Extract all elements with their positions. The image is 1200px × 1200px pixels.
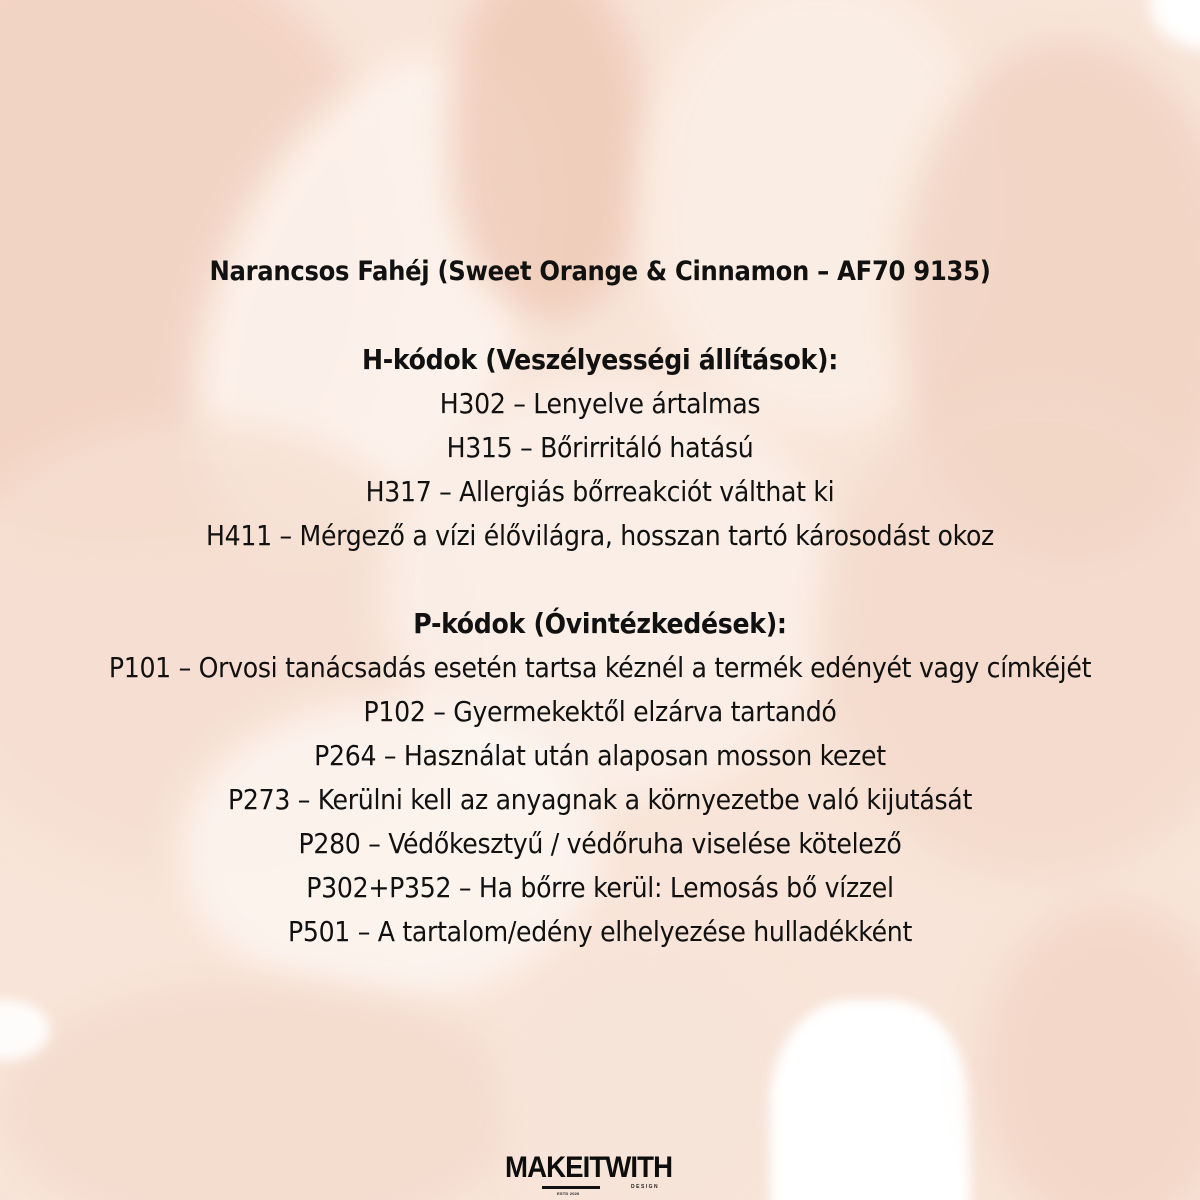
precautionary-statement: P101 – Orvosi tanácsadás esetén tartsa kéznél a termék edényét vagy címkéjét (108, 651, 1092, 684)
safety-label-content (0, 250, 1200, 954)
hazard-statement: H302 – Lenyelve ártalmas (439, 387, 761, 420)
product-title: Narancsos Fahéj (Sweet Orange & Cinnamon – AF70 9135) (209, 256, 991, 287)
spacer (0, 294, 1200, 338)
hazard-statement: H411 – Mérgező a vízi élővilágra, hosszan tartó károsodást okoz (206, 519, 994, 552)
logo-wordmark: MAKEITWITH (505, 1151, 673, 1184)
precautionary-statement: P273 – Kerülni kell az anyagnak a környezetbe való kijutását (227, 783, 973, 816)
logo-underline (542, 1186, 600, 1189)
precautionary-statement: P102 – Gyermekektől elzárva tartandó (363, 695, 837, 728)
watercolor-blot (1150, 0, 1200, 50)
hazard-statements-heading: H-kódok (Veszélyességi állítások): (361, 343, 838, 376)
precautionary-statement: P501 – A tartalom/edény elhelyezése hulladékként (287, 915, 913, 948)
logo-tagline: DESIGN (631, 1184, 660, 1190)
hazard-statement: H315 – Bőrirritáló hatású (446, 431, 754, 464)
hazard-statements-section (0, 338, 1200, 558)
precautionary-statement: P264 – Használat után alaposan mosson kezet (314, 739, 886, 772)
watercolor-blot (770, 1000, 970, 1200)
precautionary-statements-section (0, 602, 1200, 954)
precautionary-statements-heading: P-kódok (Óvintézkedések): (413, 607, 787, 640)
hazard-statement: H317 – Allergiás bőrreakciót válthat ki (365, 475, 835, 508)
precautionary-statement: P302+P352 – Ha bőrre kerül: Lemosás bő vízzel (306, 871, 894, 904)
spacer (0, 558, 1200, 602)
precautionary-statement: P280 – Védőkesztyű / védőruha viselése kötelező (298, 827, 902, 860)
brand-logo (500, 1150, 700, 1198)
logo-established: ESTD 2026 (557, 1191, 580, 1196)
watercolor-blot (0, 980, 520, 1200)
